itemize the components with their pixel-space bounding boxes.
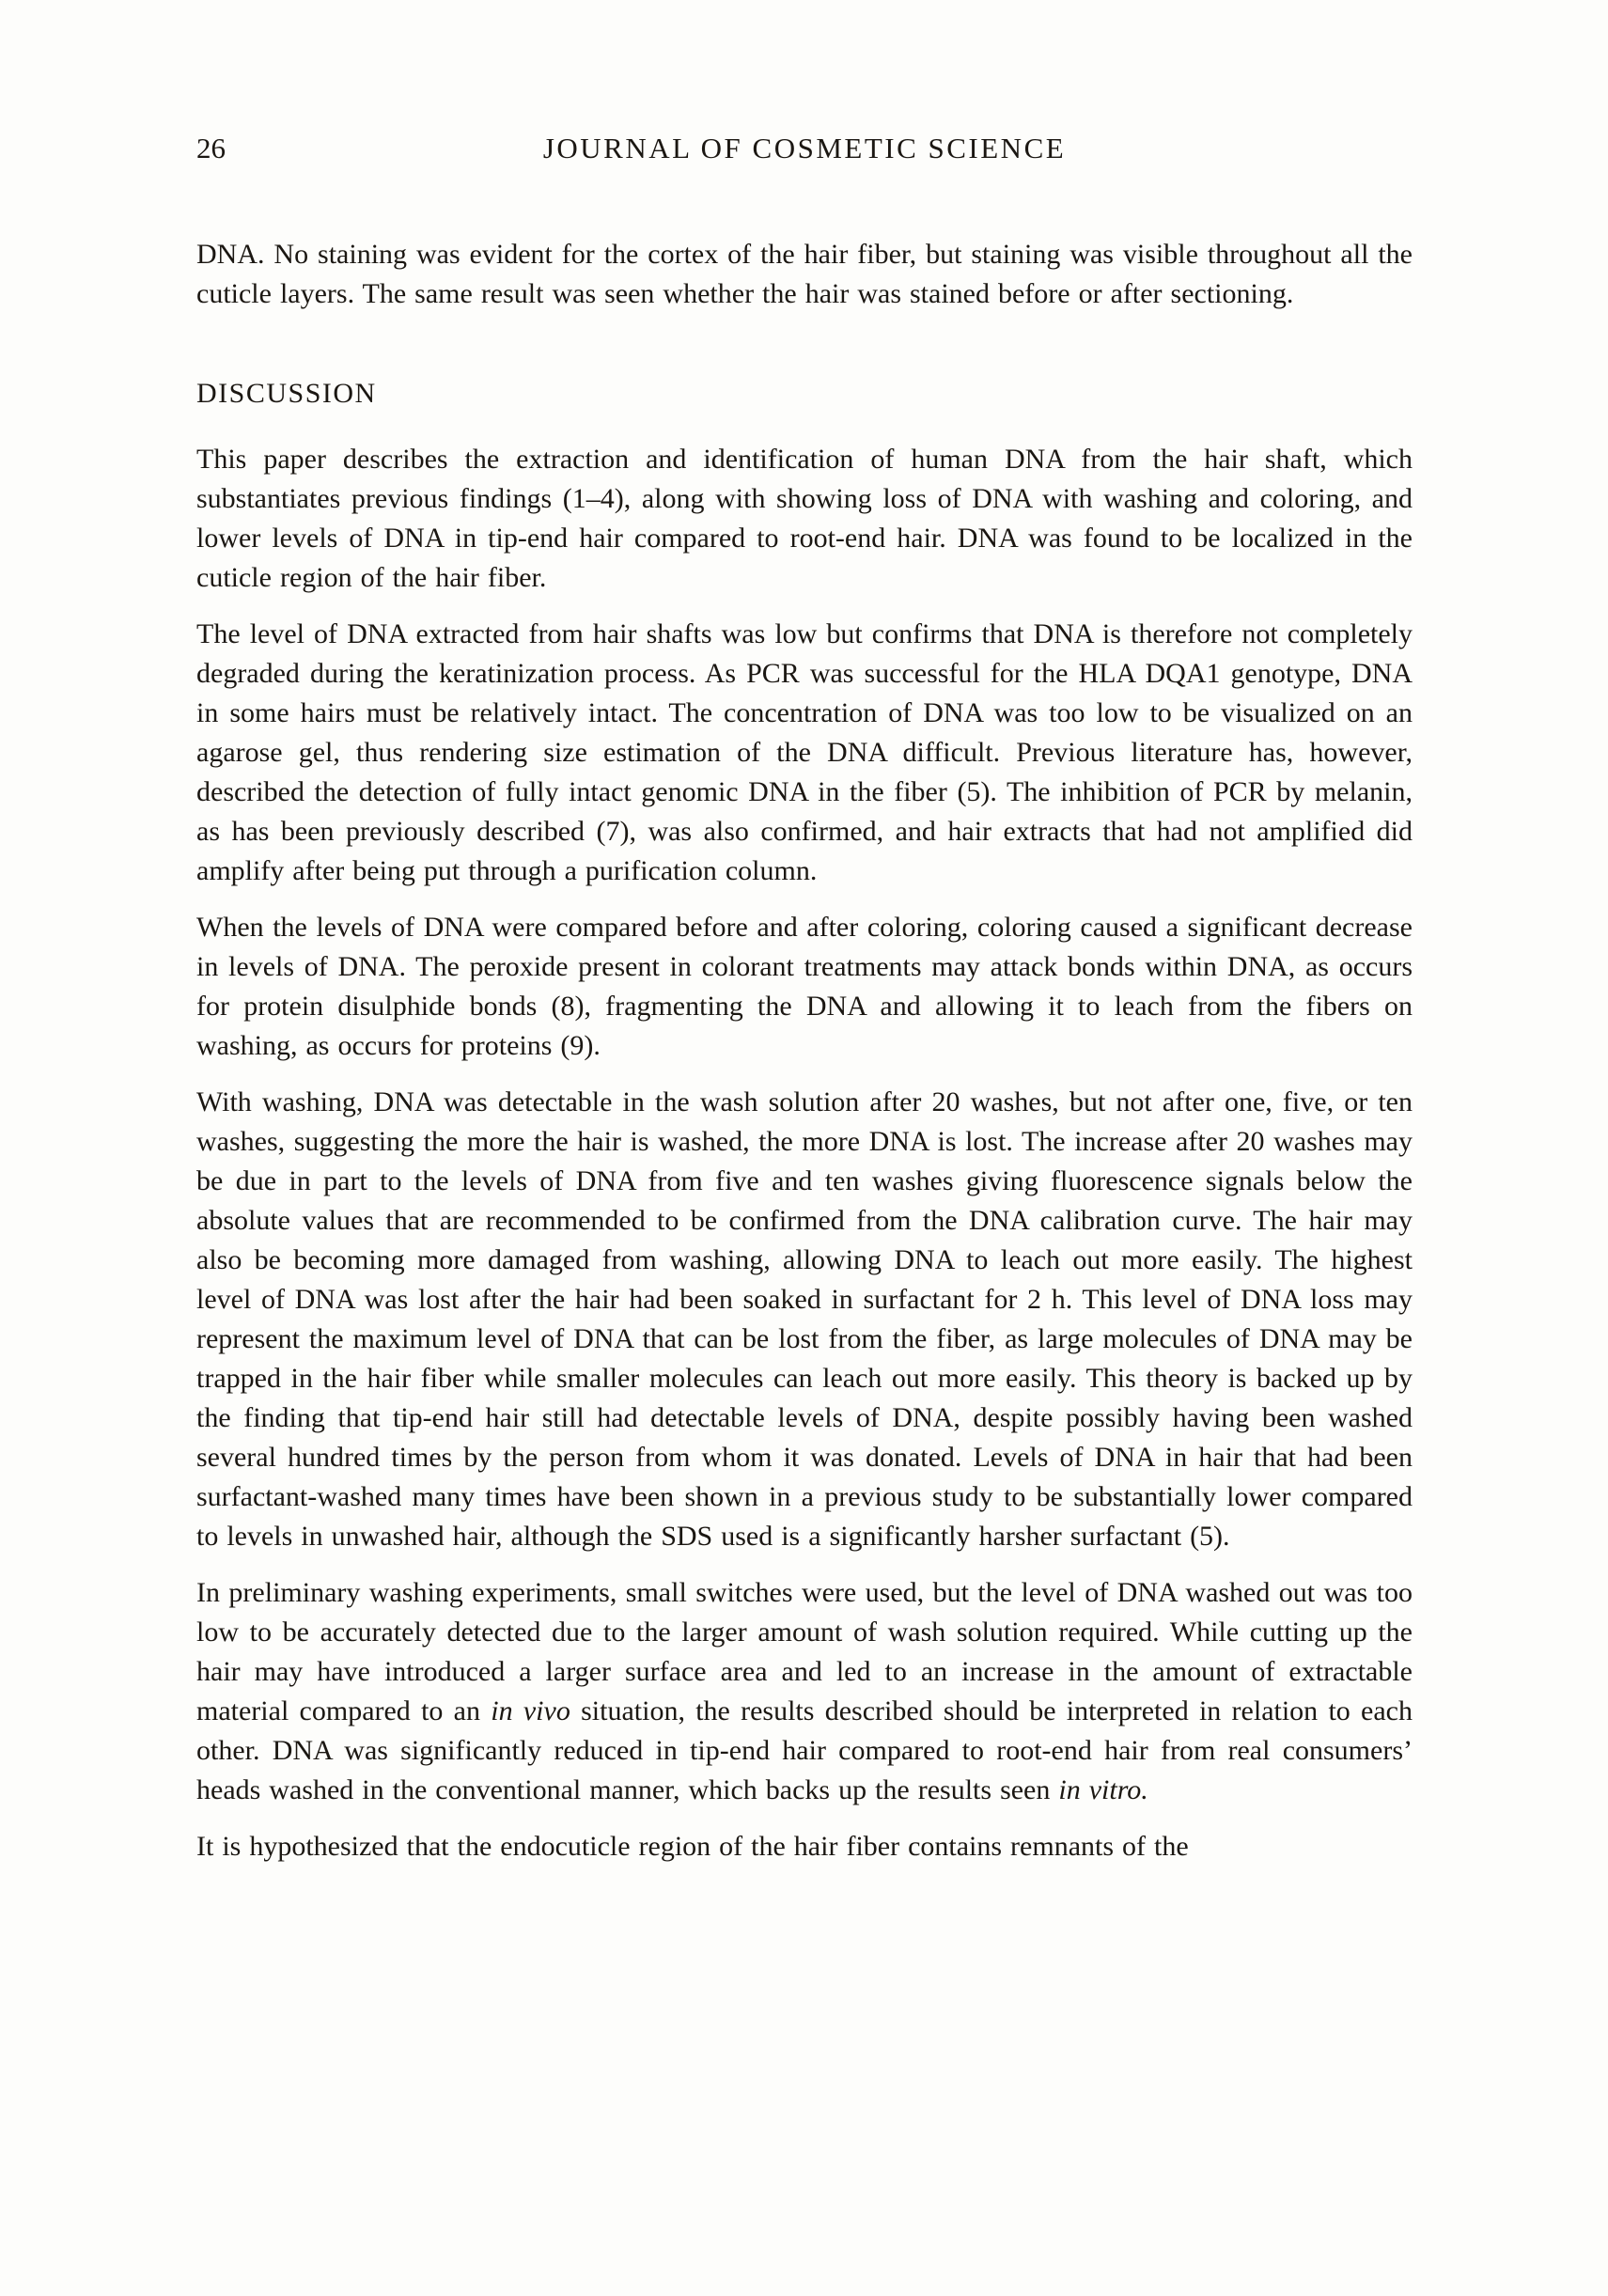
running-head <box>196 128 1413 169</box>
paragraph <box>196 440 1413 598</box>
section-heading: DISCUSSION <box>196 378 377 409</box>
text-segment: When the levels of DNA were compared before and after coloring, coloring caused a significant decrease in levels of DNA. The peroxide present in colorant treatments may attack bonds within DNA, as occurs for protein disulphide bonds (8), fragmenting the DNA and allowing it to leach from the fibers on washing, as occurs for proteins (9). <box>196 912 1413 1061</box>
paragraph <box>196 615 1413 891</box>
italic-text: in vivo <box>491 1695 570 1726</box>
journal-title: JOURNAL OF COSMETIC SCIENCE <box>542 132 1067 164</box>
paragraph <box>196 1827 1413 1866</box>
body-text <box>196 235 1413 1866</box>
text-segment: In preliminary washing experiments, small switches were used, but the level of DNA washed out was too low to be accurately detected due to the larger amount of wash solution required. While cutting up the hair may have introduced a larger surface area and led to an increase in the amount of extractable material compared to an <box>196 1577 1413 1726</box>
text-segment: The level of DNA extracted from hair shafts was low but confirms that DNA is therefore not completely degraded during the keratinization process. As PCR was successful for the HLA DQA1 genotype, DNA in some hairs must be relatively intact. The concentration of DNA was too low to be visualized on an agarose gel, thus rendering size estimation of the DNA difficult. Previous literature has, however, described the detection of fully intact genomic DNA in the fiber (5). The inhibition of PCR by melanin, as has been previously described (7), was also confirmed, and hair extracts that had not amplified did amplify after being put through a purification column. <box>196 618 1413 886</box>
text-segment: This paper describes the extraction and identification of human DNA from the hair shaft, which substantiates previous findings (1–4), along with showing loss of DNA with washing and coloring, and lower levels of DNA in tip-end hair compared to root-end hair. DNA was found to be localized in the cuticle region of the hair fiber. <box>196 444 1413 593</box>
paragraph <box>196 908 1413 1066</box>
text-segment: It is hypothesized that the endocuticle region of the hair fiber contains remnants of the <box>196 1831 1189 1862</box>
paragraph <box>196 235 1413 314</box>
page-number: 26 <box>196 132 226 164</box>
paragraph <box>196 1573 1413 1810</box>
italic-text: in vitro. <box>1058 1774 1148 1805</box>
page-content <box>196 128 1413 1883</box>
paragraph <box>196 1083 1413 1556</box>
text-segment: situation, the results described should be interpreted in relation to each other. DNA was significantly reduced in tip-end hair compared to root-end hair from real consumers’ heads washed in the conventional manner, which backs up the results seen <box>196 1695 1413 1805</box>
text-segment: With washing, DNA was detectable in the wash solution after 20 washes, but not after one, five, or ten washes, suggesting the more the hair is washed, the more DNA is lost. The increase after 20 washes may be due in part to the levels of DNA from five and ten washes giving fluorescence signals below the absolute values that are recommended to be confirmed from the DNA calibration curve. The hair may also be becoming more damaged from washing, allowing DNA to leach out more easily. The highest level of DNA was lost after the hair had been soaked in surfactant for 2 h. This level of DNA loss may represent the maximum level of DNA that can be lost from the fiber, as large molecules of DNA may be trapped in the hair fiber while smaller molecules can leach out more easily. This theory is backed up by the finding that tip-end hair still had detectable levels of DNA, despite possibly having been washed several hundred times by the person from whom it was donated. Levels of DNA in hair that had been surfactant-washed many times have been shown in a previous study to be substantially lower compared to levels in unwashed hair, although the SDS used is a significantly harsher surfactant (5). <box>196 1086 1413 1552</box>
text-segment: DNA. No staining was evident for the cortex of the hair fiber, but staining was visible throughout all the cuticle layers. The same result was seen whether the hair was stained before or after sectioning. <box>196 239 1413 309</box>
